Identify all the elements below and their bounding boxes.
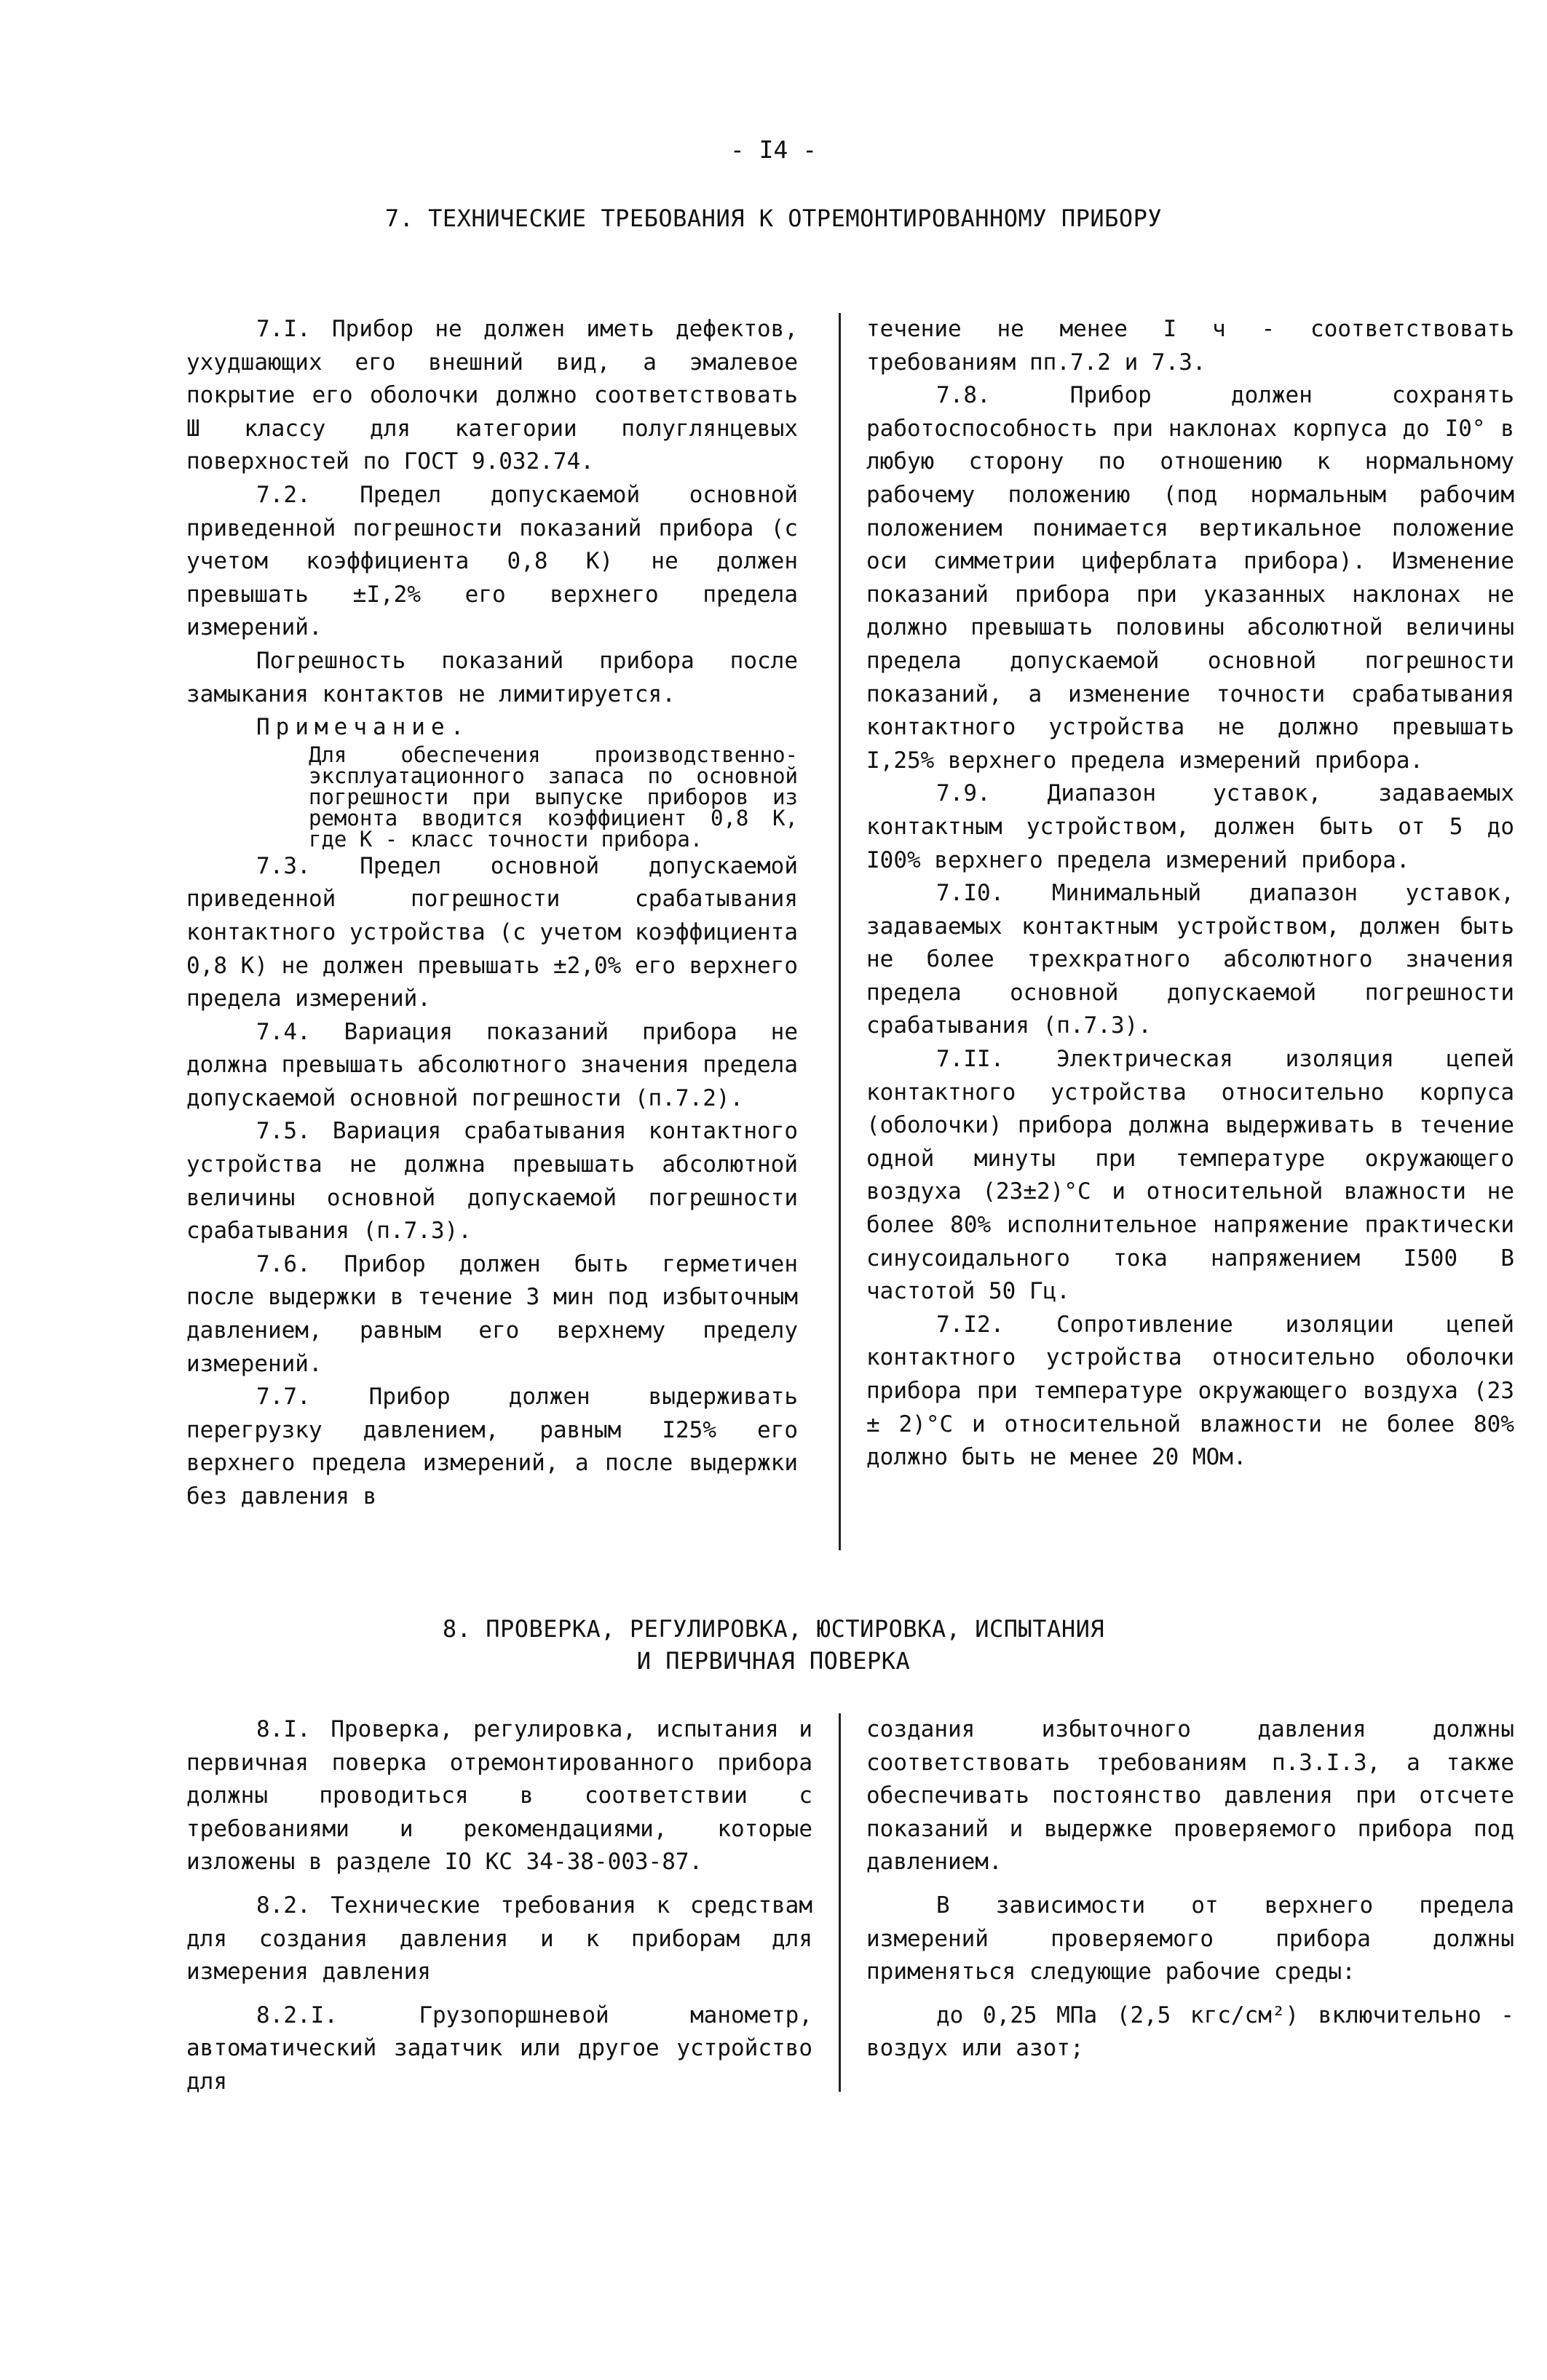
paragraph-8-2-1: 8.2.I. Грузопоршневой манометр, автоматический задатчик или другое устройство для [186,2002,812,2095]
paragraph-7-2: 7.2. Предел допускаемой основной приведенной погрешности показаний прибора (с учетом коэффициента 0,8 К) не должен превышать ±I,2% его верхнего предела измерений. [186,481,798,641]
paragraph-7-7-continuation: течение не менее I ч - соответствовать требованиям пп.7.2 и 7.3. [866,316,1514,376]
section-8-title-line-1: 8. ПРОВЕРКА, РЕГУЛИРОВКА, ЮСТИРОВКА, ИСПЫТАНИЯ [442,1615,1105,1643]
paragraph-7-5: 7.5. Вариация срабатывания контактного устройства не должна превышать абсолютной величины основной допускаемой погрешности срабатывания (п.7.3). [186,1118,798,1245]
section-7-left-column [186,313,798,1514]
paragraph-7-10: 7.I0. Минимальный диапазон уставок, задаваемых контактным устройством, должен быть не более трехкратного абсолютного значения предела основной допускаемой погрешности срабатывания (п.7.3). [866,880,1514,1039]
column-divider [839,313,841,1550]
paragraph-7-9: 7.9. Диапазон уставок, задаваемых контактным устройством, должен быть от 5 до I00% верхнего предела измерений прибора. [866,780,1514,873]
section-8-title-line-2: И ПЕРВИЧНАЯ ПОВЕРКА [636,1647,911,1675]
paragraph-8-2-1-continuation: создания избыточного давления должны соответствовать требованиям п.3.I.3, а также обеспечивать постоянство давления при отсчете показаний и выдержке проверяемого прибора под давлением. [866,1716,1514,1876]
paragraph-7-12: 7.I2. Сопротивление изоляции цепей контактного устройства относительно оболочки прибора при температуре окружающего воздуха (23 ± 2)°С и относительной влажности не более 80% должно быть не менее 20 МОм. [866,1311,1514,1471]
paragraph-7-7: 7.7. Прибор должен выдерживать перегрузку давлением, равным I25% его верхнего предела измерений, а после выдержки без давления в [186,1384,798,1510]
section-7-title: 7. ТЕХНИЧЕСКИЕ ТРЕБОВАНИЯ К ОТРЕМОНТИРОВАННОМУ ПРИБОРУ [384,205,1163,232]
note-label: Примечание. [256,714,470,741]
paragraph-8-2: 8.2. Технические требования к средствам для создания давления и к приборам для измерения давления [186,1892,812,1986]
column-divider [839,1713,841,2092]
paragraph-7-6: 7.6. Прибор должен быть герметичен после выдержки в течение 3 мин под избыточным давлением, равным его верхнему пределу измерений. [186,1250,798,1377]
paragraph-7-3: 7.3. Предел основной допускаемой приведенной погрешности срабатывания контактного устройства (с учетом коэффициента 0,8 К) не должен превышать ±2,0% его верхнего предела измерений. [186,852,798,1012]
paragraph-7-1: 7.I. Прибор не должен иметь дефектов, ухудшающих его внешний вид, а эмалевое покрытие его оболочки должно соответствовать Ш классу для категории полуглянцевых поверхностей по ГОСТ 9.032.74. [186,316,798,475]
section-8-left-column [186,1713,812,2099]
section-7-right-column [866,313,1514,1475]
paragraph-7-8: 7.8. Прибор должен сохранять работоспособность при наклонах корпуса до I0° в любую сторону по отношению к нормальному рабочему положению (под нормальным рабочим положением понимается вертикальное положение оси симметрии циферблата прибора). Изменение показаний прибора при указанных наклонах не должно превышать половины абсолютной величины предела допускаемой основной погрешности показаний, а изменение точности срабатывания контактного устройства не должно превышать I,25% верхнего предела измерений прибора. [866,382,1514,774]
paragraph-air-nitrogen: до 0,25 МПа (2,5 кгс/см²) включительно - воздух или азот; [866,2002,1514,2062]
paragraph-7-2-note: Погрешность показаний прибора после замыкания контактов не лимитируется. [186,647,798,707]
note-label-line [186,711,798,745]
paragraph-7-4: 7.4. Вариация показаний прибора не должна превышать абсолютного значения предела допускаемой основной погрешности (п.7.2). [186,1018,798,1111]
page-number: - I4 - [729,135,818,164]
note-text: Для обеспечения производственно-эксплуатационного запаса по основной погрешности при выпуске приборов из ремонта вводится коэффициент 0,8 К, где К - класс точности прибора. [309,742,798,852]
paragraph-8-1: 8.I. Проверка, регулировка, испытания и первичная поверка отремонтированного прибора должны проводиться в соответствии с требованиями и рекомендациями, которые изложены в разделе IO КС 34-38-003-87. [186,1716,812,1876]
note-block [186,711,798,850]
paragraph-working-media: В зависимости от верхнего предела измерений проверяемого прибора должны применяться следующие рабочие среды: [866,1892,1514,1986]
section-8-right-column [866,1713,1514,2066]
paragraph-7-11: 7.II. Электрическая изоляция цепей контактного устройства относительно корпуса (оболочки) прибора должна выдерживать в течение одной минуты при температуре окружающего воздуха (23±2)°С и относительной влажности не более 80% исполнительное напряжение практически синусоидального тока напряжением I500 В частотой 50 Гц. [866,1046,1514,1305]
section-8-title [0,1613,1547,1677]
